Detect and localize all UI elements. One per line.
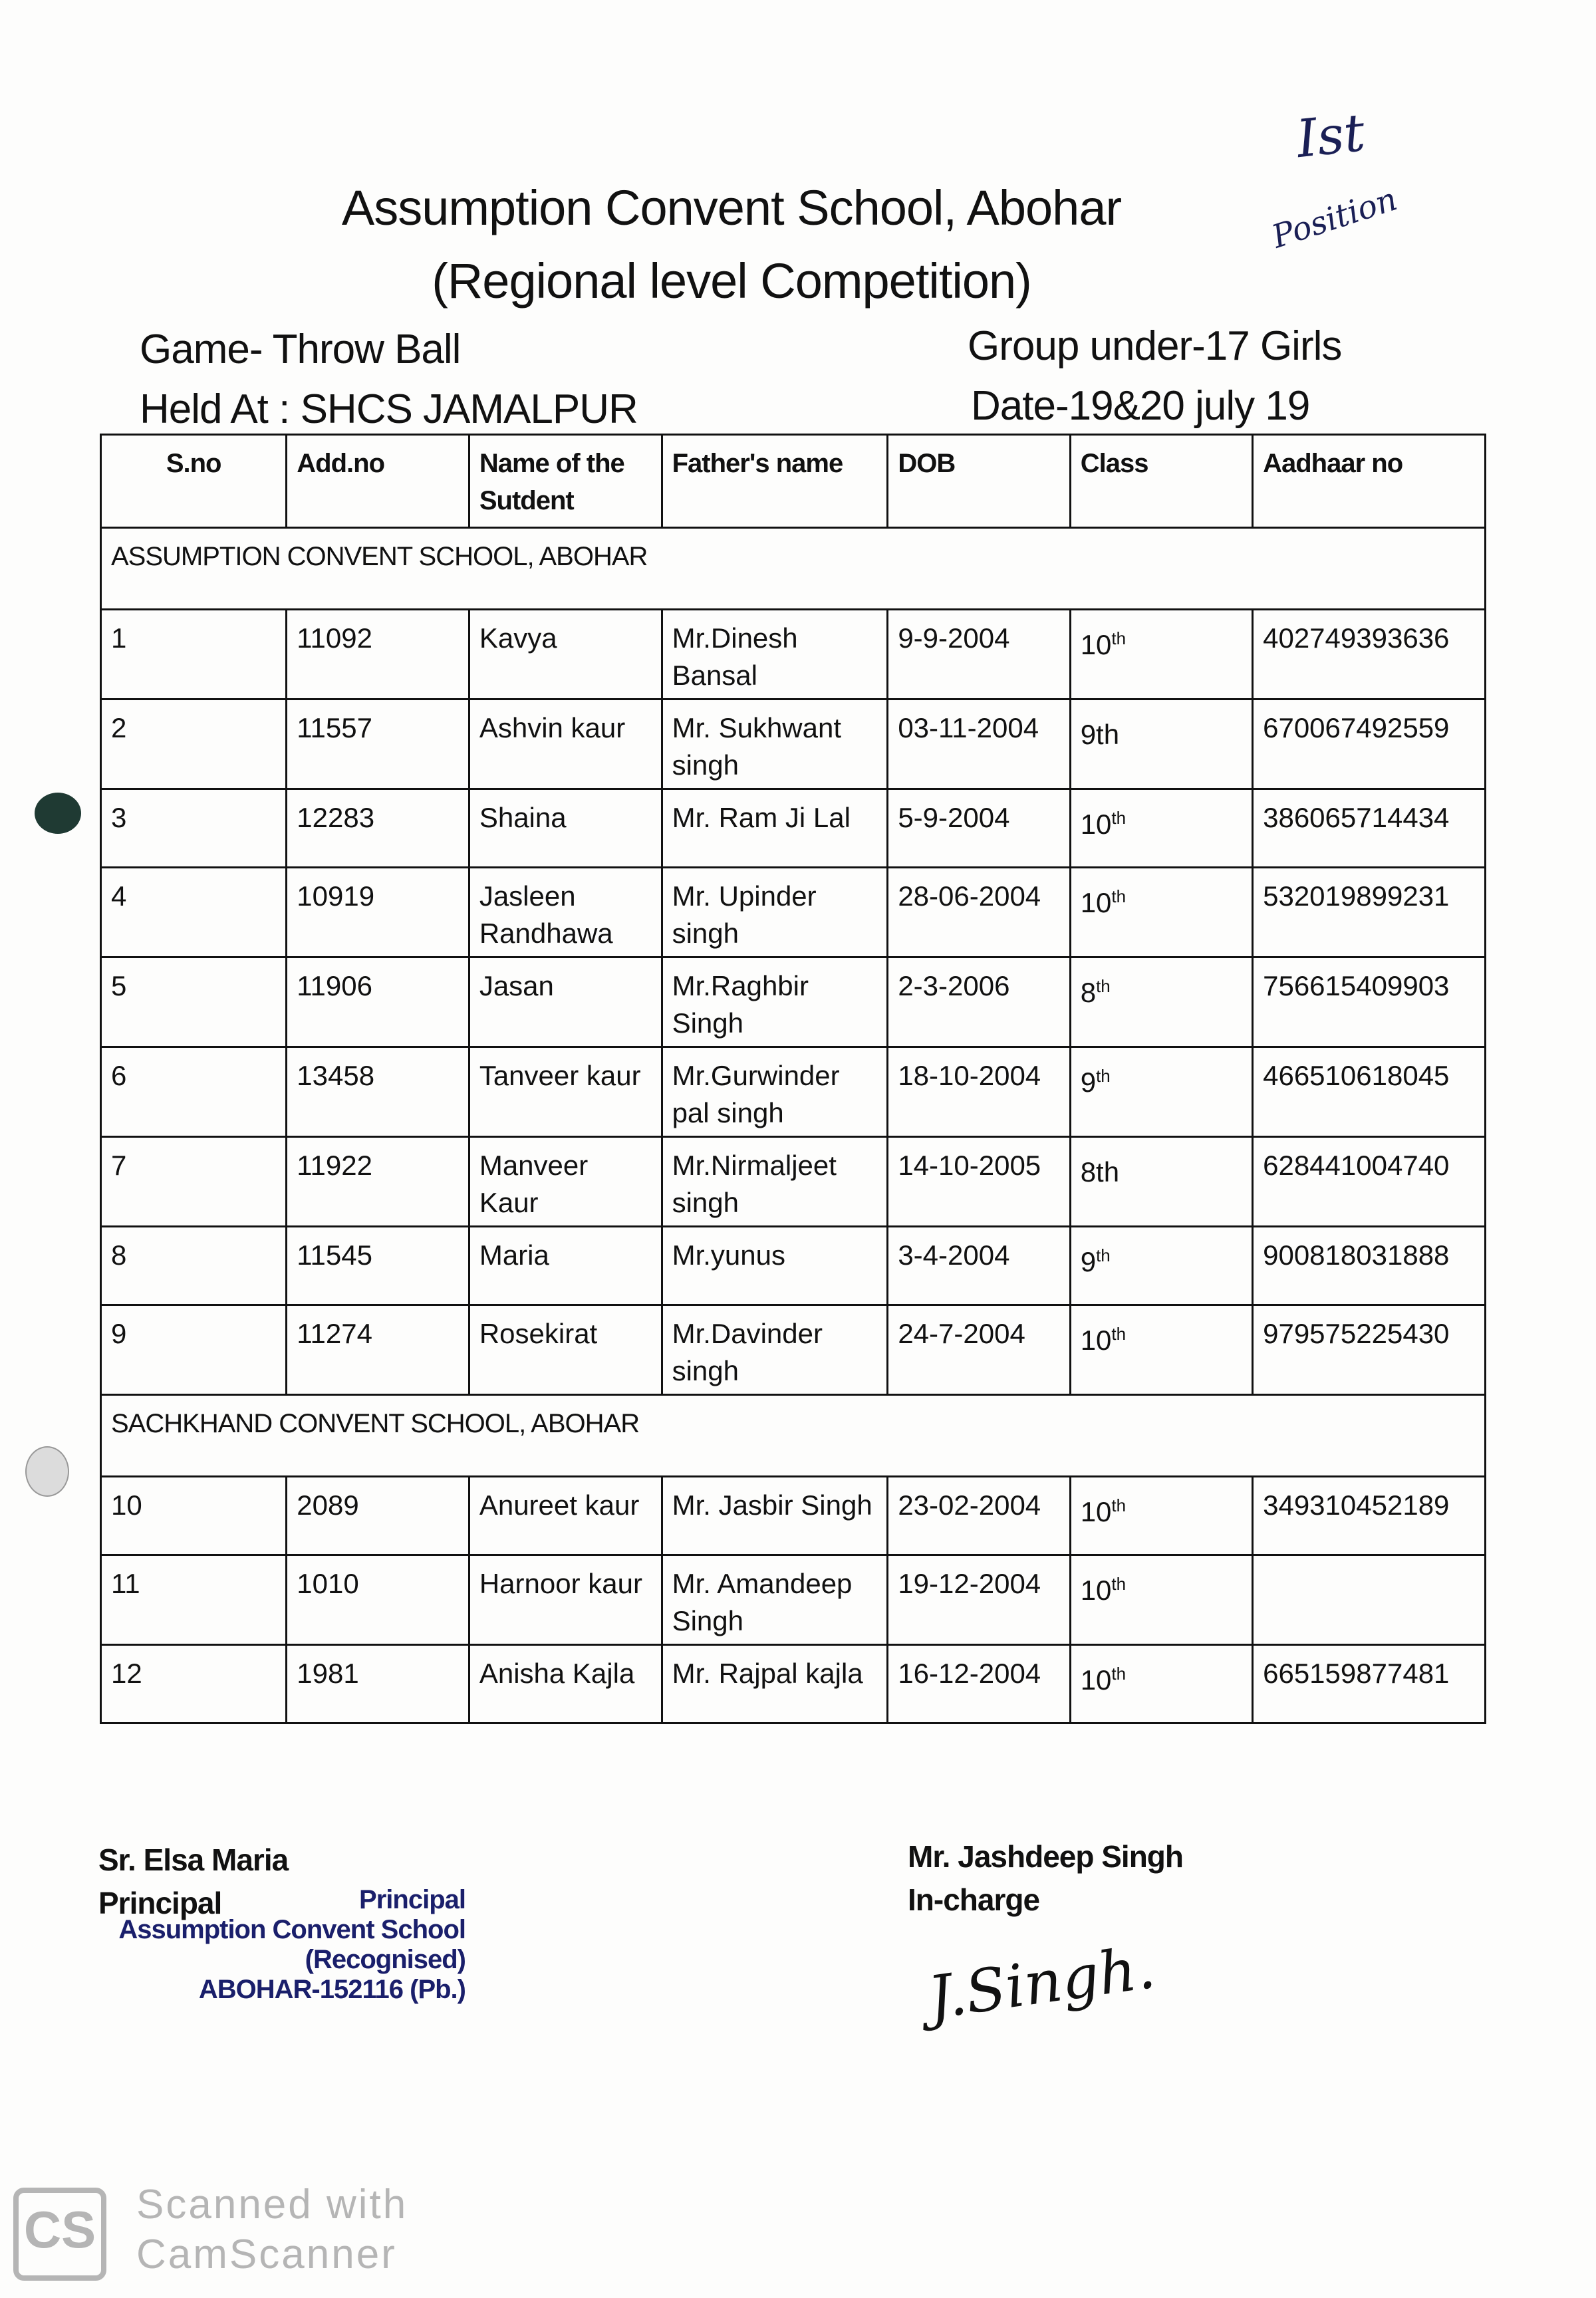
cell-student-name: Kavya [469, 610, 662, 700]
cell-father-name: Mr.Davinder singh [662, 1305, 888, 1395]
handwritten-position-note: Position [1267, 180, 1402, 256]
document-title: Assumption Convent School, Abohar [341, 180, 1122, 235]
cell-sno: 6 [101, 1047, 287, 1137]
cell-father-name: Mr.yunus [662, 1227, 888, 1305]
table-row [101, 958, 1486, 1047]
class-number: 10 [1080, 887, 1112, 918]
class-suffix: th [1096, 1066, 1111, 1086]
section-header-row [101, 1395, 1486, 1477]
cell-aadhaar: 349310452189 [1253, 1477, 1486, 1555]
cell-sno: 4 [101, 868, 287, 958]
cell-father-name: Mr. Amandeep Singh [662, 1555, 888, 1645]
class-number: 8 [1080, 977, 1097, 1008]
table-row [101, 789, 1486, 868]
class-number: 9 [1080, 1067, 1097, 1098]
cell-add-no: 2089 [287, 1477, 469, 1555]
col-header-add-no: Add.no [287, 435, 469, 528]
incharge-signature: J.Singh. [924, 1932, 1160, 2033]
cell-add-no: 11274 [287, 1305, 469, 1395]
section-title: ASSUMPTION CONVENT SCHOOL, ABOHAR [101, 528, 1486, 610]
class-suffix: th [1096, 1245, 1111, 1265]
table-header-row [101, 435, 1486, 528]
document-subtitle: (Regional level Competition) [432, 253, 1031, 309]
col-header-dob: DOB [888, 435, 1070, 528]
class-number: 10 [1080, 1496, 1112, 1527]
cell-aadhaar: 628441004740 [1253, 1137, 1486, 1227]
cell-father-name: Mr. Rajpal kajla [662, 1645, 888, 1724]
cell-add-no: 10919 [287, 868, 469, 958]
class-suffix: th [1111, 886, 1127, 906]
cell-class [1070, 1305, 1252, 1395]
class-number: 10 [1080, 629, 1112, 660]
cell-father-name: Mr.Gurwinder pal singh [662, 1047, 888, 1137]
cell-father-name: Mr.Nirmaljeet singh [662, 1137, 888, 1227]
table-row [101, 1477, 1486, 1555]
cell-add-no: 11092 [287, 610, 469, 700]
cell-student-name: Anisha Kajla [469, 1645, 662, 1724]
cell-class [1070, 1137, 1252, 1227]
date-label: Date-19&20 july 19 [971, 383, 1310, 429]
class-number: 8th [1080, 1156, 1120, 1188]
cell-dob: 23-02-2004 [888, 1477, 1070, 1555]
group-label: Group under-17 Girls [968, 323, 1342, 369]
col-header-sno: S.no [101, 435, 287, 528]
cell-dob: 28-06-2004 [888, 868, 1070, 958]
cell-class [1070, 1047, 1252, 1137]
table-row [101, 1305, 1486, 1395]
cell-dob: 03-11-2004 [888, 700, 1070, 789]
cell-student-name: Shaina [469, 789, 662, 868]
cell-add-no: 12283 [287, 789, 469, 868]
cell-dob: 2-3-2006 [888, 958, 1070, 1047]
cell-class [1070, 789, 1252, 868]
cell-aadhaar: 665159877481 [1253, 1645, 1486, 1724]
cell-aadhaar: 532019899231 [1253, 868, 1486, 958]
cell-sno: 8 [101, 1227, 287, 1305]
table-row [101, 700, 1486, 789]
cell-sno: 7 [101, 1137, 287, 1227]
camscanner-logo-icon: CS [13, 2188, 106, 2281]
cell-add-no: 11557 [287, 700, 469, 789]
cell-add-no: 13458 [287, 1047, 469, 1137]
class-suffix: th [1096, 976, 1111, 996]
table-row [101, 1555, 1486, 1645]
cell-add-no: 11906 [287, 958, 469, 1047]
cell-father-name: Mr. Upinder singh [662, 868, 888, 958]
cell-dob: 5-9-2004 [888, 789, 1070, 868]
cell-sno: 3 [101, 789, 287, 868]
col-header-class: Class [1070, 435, 1252, 528]
cell-dob: 18-10-2004 [888, 1047, 1070, 1137]
class-suffix: th [1111, 1664, 1127, 1684]
cell-aadhaar: 386065714434 [1253, 789, 1486, 868]
cell-aadhaar: 756615409903 [1253, 958, 1486, 1047]
cell-student-name: Jasleen Randhawa [469, 868, 662, 958]
stamp-line-4: ABOHAR-152116 (Pb.) [198, 1975, 466, 2004]
cell-father-name: Mr.Raghbir Singh [662, 958, 888, 1047]
class-suffix: th [1111, 1495, 1127, 1515]
principal-name: Sr. Elsa Maria [98, 1843, 289, 1877]
table-row [101, 610, 1486, 700]
cell-student-name: Jasan [469, 958, 662, 1047]
cell-dob: 19-12-2004 [888, 1555, 1070, 1645]
cell-class [1070, 1555, 1252, 1645]
table-row [101, 868, 1486, 958]
section-title: SACHKHAND CONVENT SCHOOL, ABOHAR [101, 1395, 1486, 1477]
cell-class [1070, 958, 1252, 1047]
col-header-father-name: Father's name [662, 435, 888, 528]
cell-father-name: Mr.Dinesh Bansal [662, 610, 888, 700]
cell-class [1070, 1645, 1252, 1724]
cell-class [1070, 1227, 1252, 1305]
handwritten-rank: Ist [1293, 102, 1368, 170]
table-row [101, 1645, 1486, 1724]
table-row [101, 1047, 1486, 1137]
cell-sno: 2 [101, 700, 287, 789]
class-number: 10 [1080, 1664, 1112, 1696]
watermark-line-1: Scanned with [136, 2182, 408, 2228]
class-suffix: th [1111, 1324, 1127, 1344]
stamp-line-2: Assumption Convent School [118, 1915, 466, 1944]
cell-dob: 24-7-2004 [888, 1305, 1070, 1395]
cell-aadhaar: 900818031888 [1253, 1227, 1486, 1305]
stamp-line-1: Principal [359, 1885, 466, 1914]
cell-class [1070, 868, 1252, 958]
class-number: 9th [1080, 719, 1120, 750]
cell-student-name: Tanveer kaur [469, 1047, 662, 1137]
cell-add-no: 1981 [287, 1645, 469, 1724]
class-suffix: th [1111, 628, 1127, 648]
cell-sno: 12 [101, 1645, 287, 1724]
stamp-line-3: (Recognised) [305, 1945, 466, 1974]
col-header-aadhaar: Aadhaar no [1253, 435, 1486, 528]
cell-father-name: Mr. Ram Ji Lal [662, 789, 888, 868]
cell-sno: 11 [101, 1555, 287, 1645]
class-number: 10 [1080, 809, 1112, 840]
principal-title: Principal [98, 1886, 222, 1920]
cell-aadhaar [1253, 1555, 1486, 1645]
cell-add-no: 11922 [287, 1137, 469, 1227]
class-number: 9 [1080, 1246, 1097, 1277]
class-number: 10 [1080, 1575, 1112, 1606]
punch-hole-mark [35, 793, 81, 834]
participants-table [100, 434, 1486, 1724]
cell-student-name: Anureet kaur [469, 1477, 662, 1555]
cell-student-name: Manveer Kaur [469, 1137, 662, 1227]
cell-student-name: Rosekirat [469, 1305, 662, 1395]
table-row [101, 1137, 1486, 1227]
incharge-name: Mr. Jashdeep Singh [908, 1839, 1183, 1874]
section-header-row [101, 528, 1486, 610]
table-row [101, 1227, 1486, 1305]
cell-father-name: Mr. Sukhwant singh [662, 700, 888, 789]
class-suffix: th [1111, 808, 1127, 828]
punch-hole-mark [25, 1446, 69, 1497]
cell-sno: 1 [101, 610, 287, 700]
cell-student-name: Maria [469, 1227, 662, 1305]
cell-add-no: 11545 [287, 1227, 469, 1305]
class-suffix: th [1111, 1574, 1127, 1594]
cell-sno: 10 [101, 1477, 287, 1555]
watermark-line-2: CamScanner [136, 2232, 397, 2277]
cell-class [1070, 610, 1252, 700]
cell-aadhaar: 979575225430 [1253, 1305, 1486, 1395]
cell-aadhaar: 466510618045 [1253, 1047, 1486, 1137]
cell-class [1070, 1477, 1252, 1555]
incharge-title: In-charge [908, 1882, 1040, 1917]
cell-dob: 3-4-2004 [888, 1227, 1070, 1305]
class-number: 10 [1080, 1325, 1112, 1356]
cell-sno: 5 [101, 958, 287, 1047]
col-header-student-name: Name of the Sutdent [469, 435, 662, 528]
cell-aadhaar: 402749393636 [1253, 610, 1486, 700]
cell-student-name: Ashvin kaur [469, 700, 662, 789]
cell-sno: 9 [101, 1305, 287, 1395]
cell-add-no: 1010 [287, 1555, 469, 1645]
game-label: Game- Throw Ball [140, 326, 461, 372]
cell-dob: 14-10-2005 [888, 1137, 1070, 1227]
venue-label: Held At : SHCS JAMALPUR [140, 386, 638, 432]
cell-student-name: Harnoor kaur [469, 1555, 662, 1645]
cell-class [1070, 700, 1252, 789]
cell-aadhaar: 670067492559 [1253, 700, 1486, 789]
cell-dob: 16-12-2004 [888, 1645, 1070, 1724]
cell-father-name: Mr. Jasbir Singh [662, 1477, 888, 1555]
school-stamp [93, 1885, 466, 2005]
cell-dob: 9-9-2004 [888, 610, 1070, 700]
